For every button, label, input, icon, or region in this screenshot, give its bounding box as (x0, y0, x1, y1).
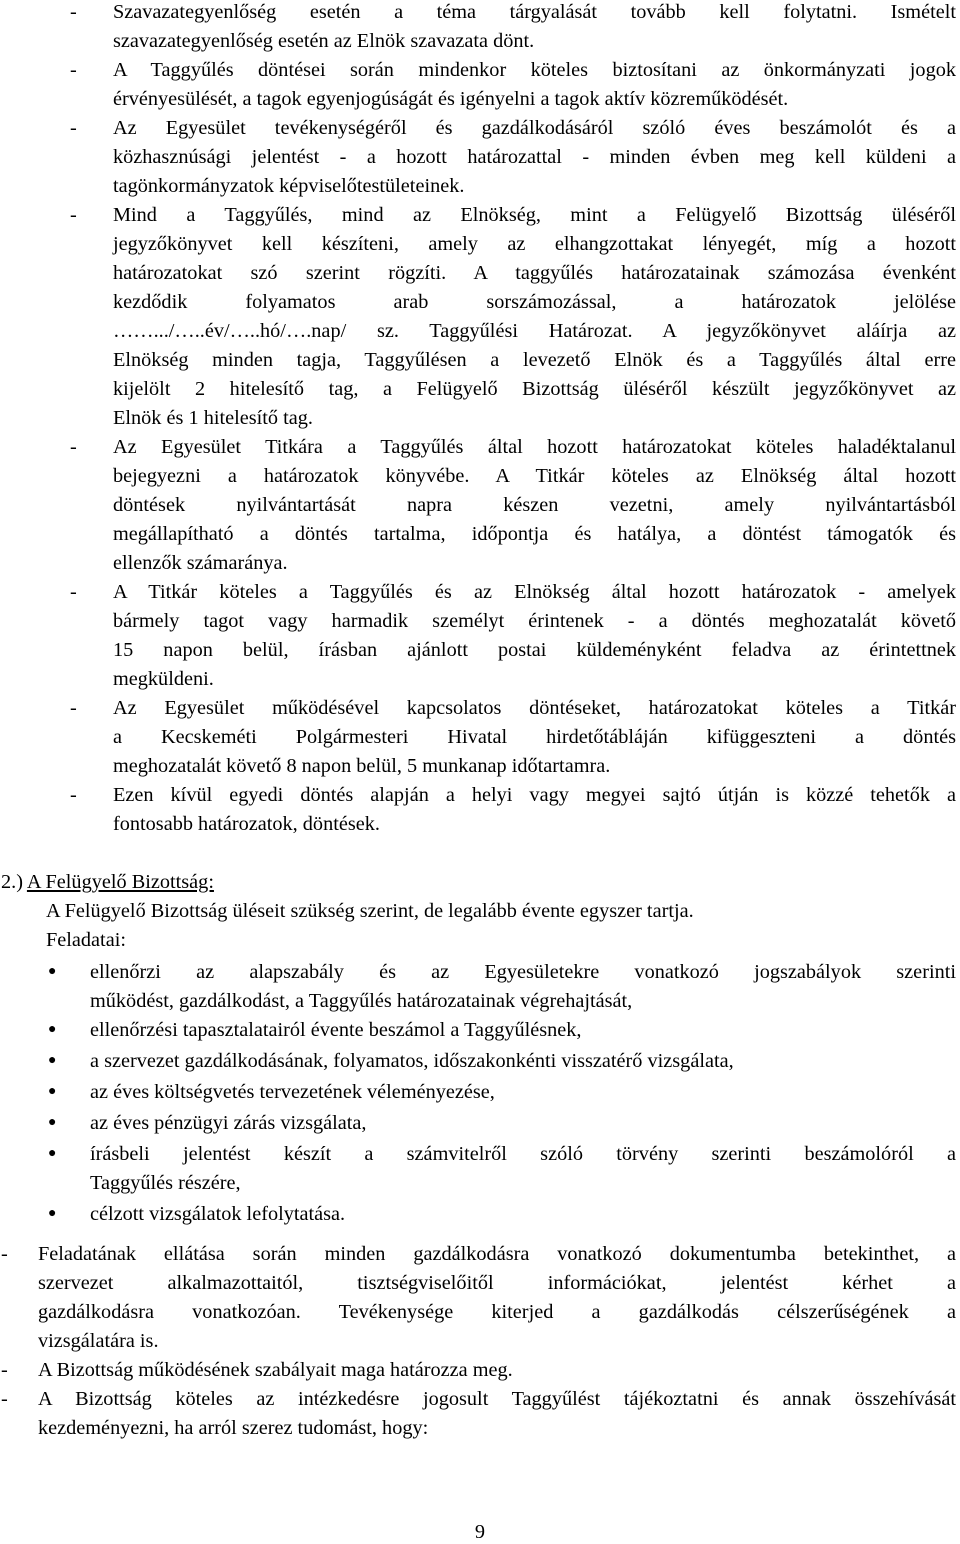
text-line: A Bizottság működésének szabályait maga határozza meg. (38, 1359, 513, 1381)
text-line: kezdődik folyamatos arab sorszámozással, a határozatok jelölése (113, 291, 956, 313)
text-line: kijelölt 2 hitelesítő tag, a Felügyelő Bizottság üléséről készült jegyzőkönyvet az (113, 378, 956, 400)
text-line: meghozatalát követő 8 napon belül, 5 munkanap időtartamra. (113, 755, 611, 777)
text-line: közhasznúsági jelentést - a hozott határozattal - minden évben meg kell küldeni a (113, 146, 956, 168)
text-line: Feladatának ellátása során minden gazdálkodásra vonatkozó dokumentumba betekinthet, a (38, 1243, 956, 1265)
dash-marker: - (70, 697, 77, 719)
text-line: érvényesülését, a tagok egyenjogúságát és igényelni a tagok aktív közreműködését. (113, 88, 789, 110)
dash-marker: - (70, 784, 77, 806)
bullet-dot: ● (48, 1022, 57, 1037)
text-line: Ezen kívül egyedi döntés alapján a helyi vagy megyei sajtó útján is közzé tehetők a (113, 784, 956, 806)
dash-marker: - (70, 204, 77, 226)
section-heading (1, 870, 214, 894)
bullet-text: ellenőrzi az alapszabály és az Egyesületekre vonatkozó jogszabályok szerinti (90, 961, 956, 983)
dash-marker: - (70, 581, 77, 603)
dash-marker: - (1, 1243, 8, 1265)
section-number: 2.) (1, 871, 23, 893)
bullet-dot: ● (48, 1115, 57, 1130)
text-line: fontosabb határozatok, döntések. (113, 813, 380, 835)
text-line: Elnök és 1 hitelesítő tag. (113, 407, 313, 429)
section-title: A Felügyelő Bizottság: (26, 871, 214, 893)
bullet-text: az éves költségvetés tervezetének véleményezése, (90, 1081, 495, 1103)
text-line: Mind a Taggyűlés, mind az Elnökség, mint a Felügyelő Bizottság üléséről (113, 204, 956, 226)
text-line: A Titkár köteles a Taggyűlés és az Elnökség által hozott határozatok - amelyek (113, 581, 956, 603)
dash-marker: - (70, 1, 77, 23)
tasks-label: Feladatai: (46, 929, 126, 951)
text-line: bármely tagot vagy harmadik személyt érintenek - a döntés meghozatalát követő (113, 610, 956, 632)
text-line: gazdálkodásra vonatkozóan. Tevékenysége kiterjed a gazdálkodás célszerűségének a (38, 1301, 956, 1323)
text-line: tagönkormányzatok képviselőtestületeinek. (113, 175, 465, 197)
text-line: szavazategyenlőség esetén az Elnök szavazata dönt. (113, 30, 535, 52)
text-line: Az Egyesület működésével kapcsolatos döntéseket, határozatokat köteles a Titkár (113, 697, 956, 719)
text-line: Elnökség minden tagja, Taggyűlésen a levezető Elnök és a Taggyűlés által erre (113, 349, 956, 371)
text-line: szervezet alkalmazottaitól, tisztségviselőitől információkat, jelentést kérhet a (38, 1272, 956, 1294)
dash-marker: - (1, 1359, 8, 1381)
text-line: a Kecskeméti Polgármesteri Hivatal hirdetőtábláján kifüggeszteni a döntés (113, 726, 956, 748)
text-line: vizsgálatára is. (38, 1330, 159, 1352)
text-line: bejegyezni a határozatok könyvébe. A Titkár köteles az Elnökség által hozott (113, 465, 956, 487)
text-line: A Taggyűlés döntései során mindenkor köteles biztosítani az önkormányzati jogok (113, 59, 956, 81)
text-line: megállapítható a döntés tartalma, időpontja és hatálya, a döntést támogatók és (113, 523, 956, 545)
text-line: …….../…..év/…..hó/….nap/ sz. Taggyűlési Határozat. A jegyzőkönyvet aláírja az (113, 320, 956, 342)
bullet-text: Taggyűlés részére, (90, 1172, 241, 1194)
bullet-dot: ● (48, 1053, 57, 1068)
dash-marker: - (70, 59, 77, 81)
section-intro: A Felügyelő Bizottság üléseit szükség szerint, de legalább évente egyszer tartja. (46, 900, 694, 922)
bullet-dot: ● (48, 1146, 57, 1161)
text-line: határozatokat szó szerint rögzíti. A taggyűlés határozatainak számozása évenként (113, 262, 956, 284)
text-line: 15 napon belül, írásban ajánlott postai küldeményként feladva az érintettnek (113, 639, 956, 661)
bullet-dot: ● (48, 1206, 57, 1221)
bullet-text: a szervezet gazdálkodásának, folyamatos, időszakonkénti visszatérő vizsgálata, (90, 1050, 734, 1072)
text-line: Az Egyesület tevékenységéről és gazdálkodásáról szóló éves beszámolót és a (113, 117, 956, 139)
text-line: döntések nyilvántartását napra készen vezetni, amely nyilvántartásból (113, 494, 956, 516)
bullet-text: az éves pénzügyi zárás vizsgálata, (90, 1112, 367, 1134)
bullet-text: működést, gazdálkodást, a Taggyűlés határozatainak végrehajtását, (90, 990, 633, 1012)
dash-marker: - (1, 1388, 8, 1410)
text-line: kezdeményezni, ha arról szerez tudomást, hogy: (38, 1417, 429, 1439)
page-number: 9 (474, 1521, 486, 1543)
bullet-text: írásbeli jelentést készít a számvitelről szóló törvény szerinti beszámolóról a (90, 1143, 956, 1165)
text-line: Az Egyesület Titkára a Taggyűlés által hozott határozatokat köteles haladéktalanul (113, 436, 956, 458)
text-line: megküldeni. (113, 668, 214, 690)
bullet-dot: ● (48, 1084, 57, 1099)
text-line: jegyzőkönyvet kell készíteni, amely az elhangzottakat lényegét, míg a hozott (113, 233, 956, 255)
bullet-dot: ● (48, 964, 57, 979)
text-line: A Bizottság köteles az intézkedésre jogosult Taggyűlést tájékoztatni és annak összehívását (38, 1388, 956, 1410)
text-line: Szavazategyenlőség esetén a téma tárgyalását tovább kell folytatni. Ismételt (113, 1, 956, 23)
bullet-text: célzott vizsgálatok lefolytatása. (90, 1203, 346, 1225)
bullet-text: ellenőrzési tapasztalatairól évente beszámol a Taggyűlésnek, (90, 1019, 582, 1041)
dash-marker: - (70, 117, 77, 139)
text-line: ellenzők számaránya. (113, 552, 288, 574)
dash-marker: - (70, 436, 77, 458)
